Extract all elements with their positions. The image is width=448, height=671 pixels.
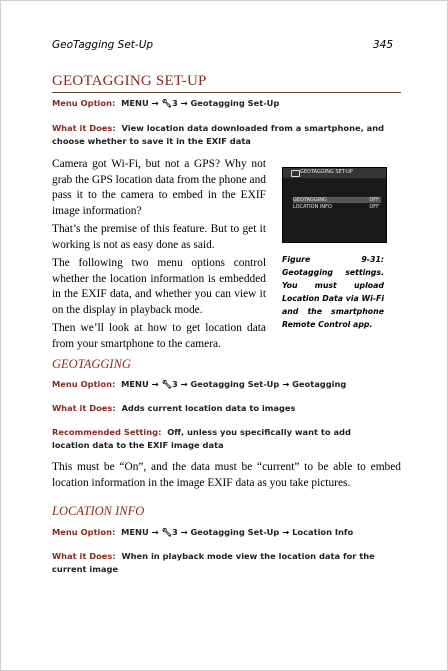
recommended-setting-text: Off, unless you specifically want to add location data to the EXIF image data (52, 427, 351, 450)
menu-path-step: Geotagging (292, 379, 347, 389)
menu-path-step: Geotagging Set-Up (190, 527, 280, 537)
right-arrow-icon: → (180, 98, 188, 108)
menu-path-step: 3 (171, 379, 178, 389)
wrench-icon: 🔧︎ (161, 379, 172, 389)
what-it-does-label: What it Does: (52, 551, 116, 561)
menu-path-step: 3 (171, 527, 178, 537)
camera-icon (291, 170, 300, 177)
what-it-does-text: View location data downloaded from a smartphone, and choose whether to save it in the EXIF data (52, 123, 385, 146)
paragraph: Then we’ll look at how to get location data from your smartphone to the camera. (52, 322, 266, 350)
menu-path-step: Location Info (292, 527, 354, 537)
screen-title-bar (283, 168, 386, 178)
figure-caption: Figure 9-31: Geotagging settings. You must upload Location Data via Wi-Fi and the smartphone Remote Control app. (282, 255, 384, 329)
menu-path-step: 3 (171, 98, 178, 108)
menu-option-label: Menu Option: (52, 379, 116, 389)
screen-row-label: LOCATION INFO (293, 204, 332, 210)
right-arrow-icon: → (282, 527, 290, 537)
paragraph: Camera got Wi-Fi, but not a GPS? Why not grab the GPS location data from the phone and pass it to the camera to embed in the EXIF image information? (52, 158, 266, 217)
what-it-does-text: When in playback mode view the location data for the current image (52, 551, 375, 574)
paragraph: The following two menu options control whether the location information is embedded in the EXIF data, and whether you can view it on the display in playback mode. (52, 257, 266, 316)
right-arrow-icon: → (180, 527, 188, 537)
screen-menu-row (293, 204, 381, 210)
what-it-does-label: What it Does: (52, 403, 116, 413)
recommended-setting-label: Recommended Setting: (52, 427, 162, 437)
right-arrow-icon: → (151, 527, 159, 537)
menu-option-line (52, 378, 346, 391)
screen-menu-row (293, 197, 381, 203)
what-it-does-line (52, 122, 401, 147)
menu-option-line (52, 97, 279, 110)
body-text-column (52, 157, 266, 352)
wrench-icon: 🔧︎ (161, 527, 172, 537)
recommended-setting-line (52, 426, 352, 451)
what-it-does-label: What it Does: (52, 123, 116, 133)
menu-path-step: MENU (121, 527, 149, 537)
wrench-icon: 🔧︎ (161, 98, 172, 108)
right-arrow-icon: → (151, 98, 159, 108)
menu-option-label: Menu Option: (52, 98, 116, 108)
right-arrow-icon: → (180, 379, 188, 389)
subsection-title: GEOTAGGING (52, 357, 131, 371)
menu-path-step: Geotagging Set-Up (190, 98, 280, 108)
what-it-does-text: Adds current location data to images (121, 403, 296, 413)
section-title: GEOTAGGING SET-UP (52, 73, 401, 93)
screen-row-value: OFF (369, 204, 379, 210)
screen-row-label: GEOTAGGING (293, 197, 327, 203)
menu-option-line (52, 526, 353, 539)
screen-row-value: OFF (369, 197, 379, 203)
paragraph: That’s the premise of this feature. But to get it working is not as easy done as said. (52, 223, 266, 251)
camera-menu-screenshot (282, 167, 387, 243)
page-number: 345 (372, 39, 393, 51)
menu-path-step: Geotagging Set-Up (190, 379, 280, 389)
what-it-does-line (52, 402, 296, 415)
body-text (52, 460, 401, 491)
screen-title: GEOTAGGING SET-UP (300, 169, 353, 175)
what-it-does-line (52, 550, 392, 575)
menu-path-step: MENU (121, 379, 149, 389)
right-arrow-icon: → (151, 379, 159, 389)
paragraph: This must be “On”, and the data must be “current” to be able to embed location information in the image EXIF data as you take pictures. (52, 461, 401, 489)
subsection-title: LOCATION INFO (52, 504, 145, 518)
running-title: GeoTagging Set-Up (52, 39, 154, 51)
menu-option-label: Menu Option: (52, 527, 116, 537)
menu-path-step: MENU (121, 98, 149, 108)
right-arrow-icon: → (282, 379, 290, 389)
